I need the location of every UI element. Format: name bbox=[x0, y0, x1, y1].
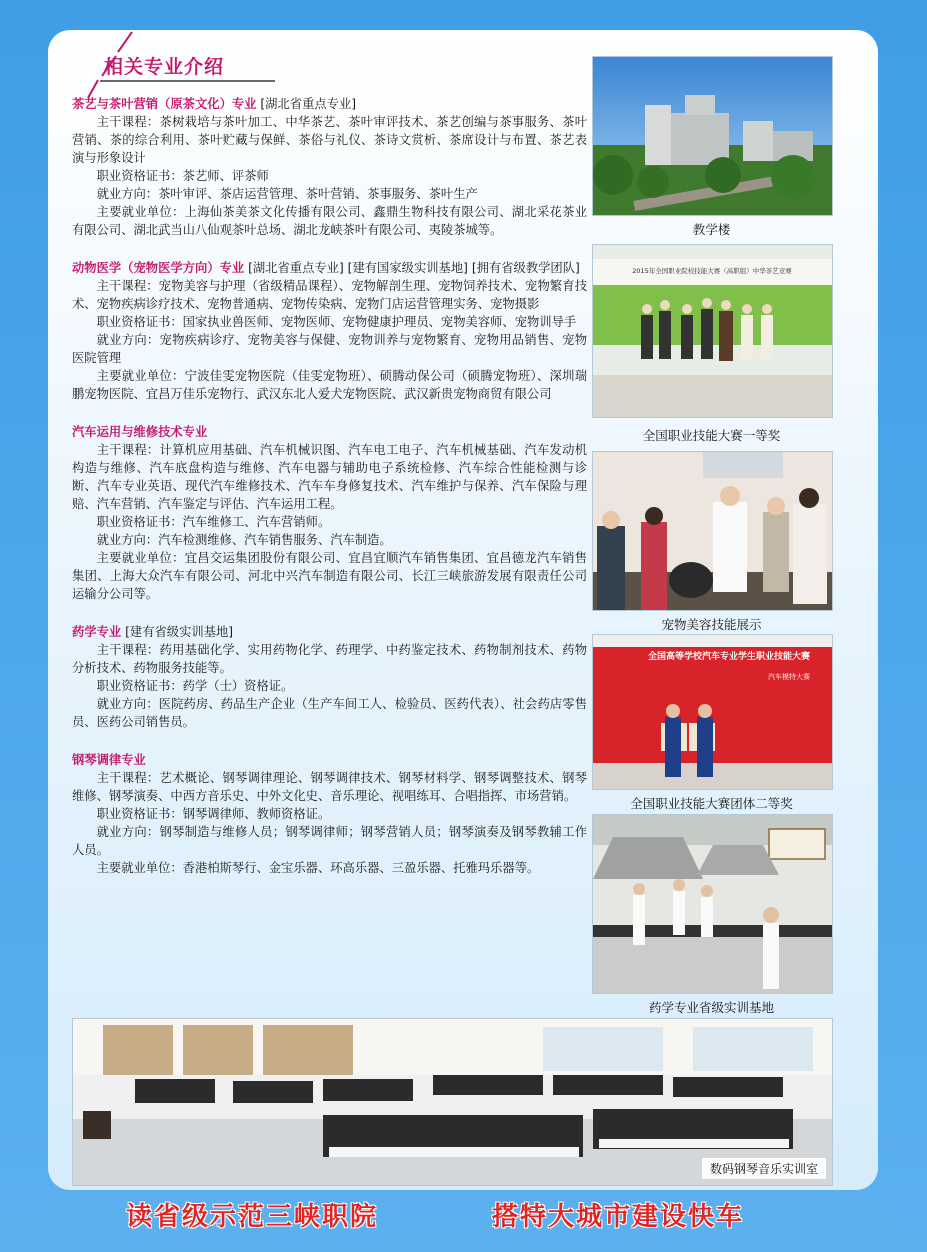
major-tea bbox=[72, 95, 587, 239]
major-certificates: 职业资格证书：国家执业兽医师、宠物医师、宠物健康护理员、宠物美容师、宠物训导手 bbox=[96, 315, 577, 329]
slogan-right: 搭特大城市建设快车 bbox=[492, 1202, 745, 1232]
major-employers: 主要就业单位：宜昌交运集团股份有限公司、宜昌宜顺汽车销售集团、宜昌德龙汽车销售集团、上海大众汽车有限公司、河北中兴汽车制造有限公司、长江三峡旅游发展有限责任公司运输分公司等。 bbox=[72, 551, 587, 601]
major-tags: [建有省级实训基地] bbox=[121, 625, 234, 639]
major-pet-medicine bbox=[72, 259, 587, 403]
major-title bbox=[72, 751, 587, 769]
major-certificates: 职业资格证书：茶艺师、评茶师 bbox=[96, 169, 269, 183]
photo-caption: 教学楼 bbox=[692, 222, 731, 237]
major-career: 就业方向：医院药房、药品生产企业（生产车间工人、检验员、医药代表）、社会药店零售员、医药公司销售员。 bbox=[72, 697, 587, 729]
major-name: 药学专业 bbox=[72, 625, 122, 639]
banner-text: 2015年全国职业院校技能大赛（高职组）中华茶艺竞赛 bbox=[632, 267, 792, 275]
pet-grooming-photo bbox=[592, 451, 833, 611]
major-title bbox=[72, 623, 587, 641]
major-tags: [湖北省重点专业] [建有国家级实训基地] [拥有省级教学团队] bbox=[244, 261, 580, 275]
photo-caption: 宠物美容技能展示 bbox=[661, 617, 762, 632]
major-courses: 主干课程：艺术概论、钢琴调律理论、钢琴调律技术、钢琴材料学、钢琴调整技术、钢琴维修、钢琴演奏、中西方音乐史、中外文化史、音乐理论、视唱练耳、合唱指挥、市场营销。 bbox=[72, 771, 587, 803]
pet-grooming-illustration bbox=[593, 452, 832, 610]
piano-room-caption: 数码钢琴音乐实训室 bbox=[702, 1158, 826, 1179]
slogan-left: 读省级示范三峡职院 bbox=[126, 1202, 379, 1232]
auto-competition-photo bbox=[592, 634, 833, 790]
majors-list bbox=[72, 95, 587, 897]
major-title bbox=[72, 423, 587, 441]
teaching-building-illustration bbox=[593, 57, 832, 215]
major-piano-tuning bbox=[72, 751, 587, 877]
major-tags: [湖北省重点专业] bbox=[256, 97, 357, 111]
pharmacy-lab-illustration bbox=[593, 815, 832, 993]
major-employers: 主要就业单位：宁波佳雯宠物医院（佳雯宠物班）、硕腾动保公司（硕腾宠物班）、深圳瑞鹏宠物医院、宜昌万佳乐宠物行、武汉东北人爱犬宠物医院、武汉新贵宠物商贸有限公司 bbox=[72, 369, 587, 401]
major-certificates: 职业资格证书：钢琴调律师、教师资格证。 bbox=[96, 807, 331, 821]
tea-award-photo bbox=[592, 244, 833, 418]
photo-caption: 药学专业省级实训基地 bbox=[648, 1000, 774, 1015]
major-certificates: 职业资格证书：汽车维修工、汽车营销师。 bbox=[96, 515, 331, 529]
major-name: 动物医学（宠物医学方向）专业 bbox=[72, 261, 245, 275]
major-career: 就业方向：钢琴制造与维修人员；钢琴调律师；钢琴营销人员；钢琴演奏及钢琴教辅工作人员。 bbox=[72, 825, 587, 857]
major-title bbox=[72, 259, 587, 277]
major-courses: 主干课程：计算机应用基础、汽车机械识图、汽车电工电子、汽车机械基础、汽车发动机构造与维修、汽车底盘构造与维修、汽车电器与辅助电子系统检修、汽车综合性能检测与诊断、汽车专业英语、现代汽车维修技术、汽车车身修复技术、汽车维护与保养、汽车保险与理赔、汽车营销、汽车鉴定与评估、汽车运用工程。 bbox=[72, 443, 587, 511]
major-name: 钢琴调律专业 bbox=[72, 753, 146, 767]
pharmacy-lab-photo bbox=[592, 814, 833, 994]
major-name: 茶艺与茶叶营销（原茶文化）专业 bbox=[72, 97, 257, 111]
photo-caption: 全国职业技能大赛一等奖 bbox=[642, 428, 781, 443]
major-title bbox=[72, 95, 587, 113]
major-pharmacy bbox=[72, 623, 587, 731]
piano-room-photo bbox=[72, 1018, 833, 1186]
major-career: 就业方向：茶叶审评、茶店运营管理、茶叶营销、茶事服务、茶叶生产 bbox=[96, 187, 478, 201]
tea-award-illustration bbox=[593, 245, 832, 417]
photo-caption: 全国职业技能大赛团体二等奖 bbox=[630, 796, 793, 811]
major-employers: 主要就业单位：香港柏斯琴行、金宝乐器、环高乐器、三盈乐器、托雅玛乐器等。 bbox=[96, 861, 540, 875]
major-employers: 主要就业单位：上海仙茶美茶文化传播有限公司、鑫鼎生物科技有限公司、湖北采花茶业有限公司、湖北武当山八仙观茶叶总场、湖北龙峡茶叶有限公司、夷陵茶城等。 bbox=[72, 205, 587, 237]
section-title-underline bbox=[100, 80, 275, 82]
section-title: 相关专业介绍 bbox=[104, 56, 225, 78]
major-courses: 主干课程：药用基础化学、实用药物化学、药理学、中药鉴定技术、药物制剂技术、药物分析技术、药物服务技能等。 bbox=[72, 643, 587, 675]
major-courses: 主干课程：茶树栽培与茶叶加工、中华茶艺、茶叶审评技术、茶艺创编与茶事服务、茶叶营销、茶的综合利用、茶叶贮藏与保鲜、茶俗与礼仪、茶诗文赏析、茶席设计与布置、茶艺表演与形象设计 bbox=[72, 115, 587, 165]
major-certificates: 职业资格证书：药学（士）资格证。 bbox=[96, 679, 294, 693]
banner-text: 汽车模特大赛 bbox=[768, 673, 810, 681]
major-career: 就业方向：汽车检测维修、汽车销售服务、汽车制造。 bbox=[96, 533, 392, 547]
major-career: 就业方向：宠物疾病诊疗、宠物美容与保健、宠物训养与宠物繁育、宠物用品销售、宠物医院管理 bbox=[72, 333, 587, 365]
major-courses: 主干课程：宠物美容与护理（省级精品课程）、宠物解剖生理、宠物饲养技术、宠物繁育技术、宠物疾病诊疗技术、宠物普通病、宠物传染病、宠物门店运营管理实务、宠物摄影 bbox=[72, 279, 587, 311]
major-name: 汽车运用与维修技术专业 bbox=[72, 425, 208, 439]
auto-competition-illustration bbox=[593, 635, 832, 789]
teaching-building-photo bbox=[592, 56, 833, 216]
banner-text: 全国高等学校汽车专业学生职业技能大赛 bbox=[647, 652, 811, 662]
major-automotive bbox=[72, 423, 587, 603]
